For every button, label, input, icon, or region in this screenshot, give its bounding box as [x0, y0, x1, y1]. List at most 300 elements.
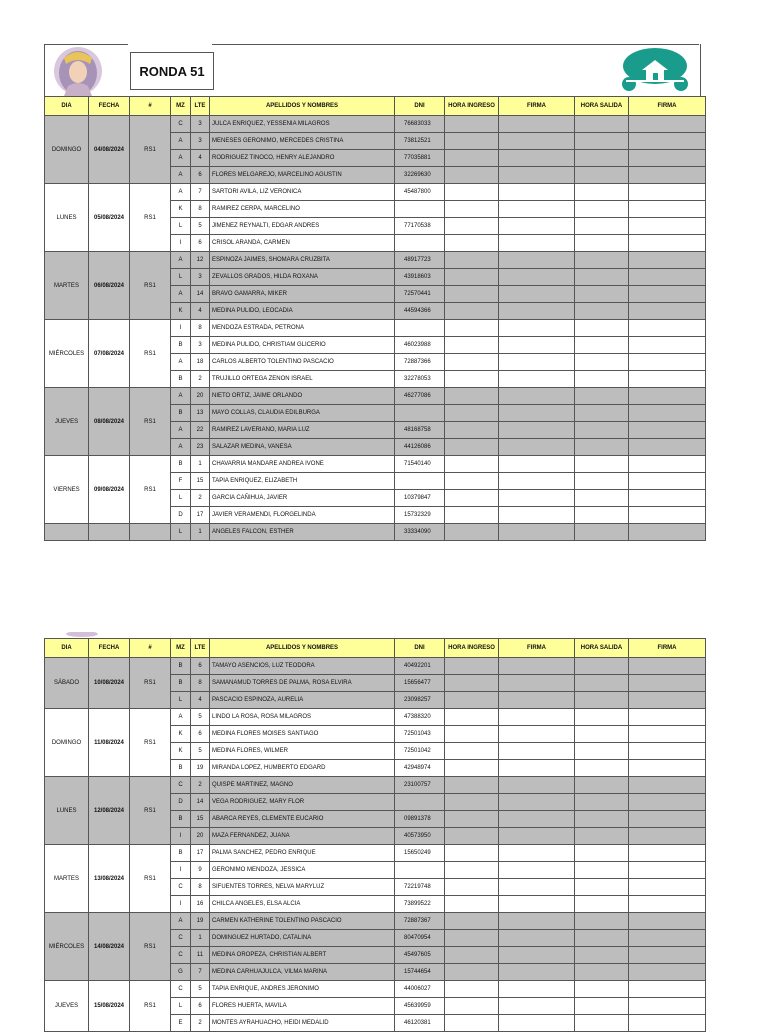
dni-cell: 15650249: [395, 845, 445, 862]
firma-cell: [629, 371, 706, 388]
mz-cell: G: [171, 964, 191, 981]
firma-cell: [629, 760, 706, 777]
mz-cell: B: [171, 456, 191, 473]
lte-cell: 3: [191, 133, 210, 150]
firma-cell: [629, 981, 706, 998]
mz-cell: K: [171, 743, 191, 760]
lte-cell: 7: [191, 184, 210, 201]
dni-cell: 15732329: [395, 507, 445, 524]
date-cell: 05/08/2024: [89, 184, 130, 252]
lte-cell: 1: [191, 930, 210, 947]
mz-cell: L: [171, 490, 191, 507]
date-cell: 10/08/2024: [89, 658, 130, 709]
column-header: FIRMA: [499, 97, 575, 116]
firma-cell: [629, 422, 706, 439]
table-row: [45, 913, 706, 930]
dni-cell: 48168758: [395, 422, 445, 439]
firma-cell: [499, 777, 575, 794]
lte-cell: 19: [191, 760, 210, 777]
hora-salida-cell: [575, 811, 629, 828]
hora-ingreso-cell: [445, 709, 499, 726]
hora-ingreso-cell: [445, 777, 499, 794]
name-cell: DOMINGUEZ HURTADO, CATALINA: [210, 930, 395, 947]
dni-cell: 45639959: [395, 998, 445, 1015]
hora-ingreso-cell: [445, 743, 499, 760]
dni-cell: 23098257: [395, 692, 445, 709]
hora-ingreso-cell: [445, 405, 499, 422]
name-cell: PALMA SANCHEZ, PEDRO ENRIQUE: [210, 845, 395, 862]
name-cell: JULCA ENRIQUEZ, YESSENIA MILAGROS: [210, 116, 395, 133]
dni-cell: [395, 862, 445, 879]
hora-salida-cell: [575, 167, 629, 184]
mz-cell: C: [171, 116, 191, 133]
hora-ingreso-cell: [445, 726, 499, 743]
firma-cell: [629, 337, 706, 354]
hora-ingreso-cell: [445, 524, 499, 541]
name-cell: GARCIA CAÑIHUA, JAVIER: [210, 490, 395, 507]
firma-cell: [499, 828, 575, 845]
dni-cell: 71540140: [395, 456, 445, 473]
hora-salida-cell: [575, 964, 629, 981]
lte-cell: 6: [191, 167, 210, 184]
hora-ingreso-cell: [445, 252, 499, 269]
hora-salida-cell: [575, 388, 629, 405]
firma-cell: [629, 692, 706, 709]
firma-cell: [499, 269, 575, 286]
hora-salida-cell: [575, 777, 629, 794]
mz-cell: L: [171, 218, 191, 235]
dni-cell: 33334090: [395, 524, 445, 541]
dni-cell: 32269630: [395, 167, 445, 184]
round-cell: RS1: [130, 116, 171, 184]
firma-cell: [629, 862, 706, 879]
dni-cell: 42948974: [395, 760, 445, 777]
firma-cell: [629, 811, 706, 828]
lte-cell: 15: [191, 473, 210, 490]
mz-cell: A: [171, 709, 191, 726]
name-cell: TAMAYO ASENCIOS, LUZ TEODORA: [210, 658, 395, 675]
firma-cell: [499, 845, 575, 862]
hora-salida-cell: [575, 201, 629, 218]
mz-cell: A: [171, 388, 191, 405]
mz-cell: K: [171, 201, 191, 218]
hora-ingreso-cell: [445, 388, 499, 405]
table-row: [45, 981, 706, 998]
date-cell: 13/08/2024: [89, 845, 130, 913]
dni-cell: 44126086: [395, 439, 445, 456]
hora-ingreso-cell: [445, 439, 499, 456]
hora-salida-cell: [575, 337, 629, 354]
hora-salida-cell: [575, 456, 629, 473]
hora-ingreso-cell: [445, 218, 499, 235]
day-cell: MARTES: [45, 252, 89, 320]
dni-cell: 72501043: [395, 726, 445, 743]
table-row: [45, 184, 706, 201]
hora-salida-cell: [575, 320, 629, 337]
firma-cell: [499, 913, 575, 930]
firma-cell: [629, 303, 706, 320]
lte-cell: 2: [191, 777, 210, 794]
day-cell: DOMINGO: [45, 116, 89, 184]
hora-ingreso-cell: [445, 201, 499, 218]
mz-cell: K: [171, 303, 191, 320]
dni-cell: [395, 473, 445, 490]
column-header: LTE: [191, 639, 210, 658]
firma-cell: [499, 201, 575, 218]
column-header: DNI: [395, 639, 445, 658]
lte-cell: 3: [191, 116, 210, 133]
dni-cell: [395, 201, 445, 218]
dni-cell: 72219748: [395, 879, 445, 896]
lte-cell: 4: [191, 150, 210, 167]
hora-ingreso-cell: [445, 116, 499, 133]
hora-salida-cell: [575, 473, 629, 490]
column-header: FECHA: [89, 639, 130, 658]
firma-cell: [629, 201, 706, 218]
firma-cell: [499, 998, 575, 1015]
dni-cell: 48917723: [395, 252, 445, 269]
column-header: FECHA: [89, 97, 130, 116]
dni-cell: 77035881: [395, 150, 445, 167]
column-header: HORA INGRESO: [445, 639, 499, 658]
lte-cell: 6: [191, 998, 210, 1015]
hora-ingreso-cell: [445, 507, 499, 524]
lte-cell: 5: [191, 709, 210, 726]
lte-cell: 4: [191, 303, 210, 320]
column-header: APELLIDOS Y NOMBRES: [210, 639, 395, 658]
mz-cell: B: [171, 811, 191, 828]
schedule-table-1: [44, 96, 699, 541]
firma-cell: [499, 252, 575, 269]
hora-salida-cell: [575, 692, 629, 709]
firma-cell: [629, 1015, 706, 1032]
dni-cell: 72887367: [395, 913, 445, 930]
firma-cell: [629, 235, 706, 252]
name-cell: MENESES GERONIMO, MERCEDES CRISTINA: [210, 133, 395, 150]
hora-salida-cell: [575, 252, 629, 269]
hora-ingreso-cell: [445, 235, 499, 252]
column-header: #: [130, 97, 171, 116]
mz-cell: C: [171, 981, 191, 998]
hora-ingreso-cell: [445, 930, 499, 947]
mz-cell: C: [171, 777, 191, 794]
hora-ingreso-cell: [445, 490, 499, 507]
dni-cell: 32278053: [395, 371, 445, 388]
mz-cell: B: [171, 845, 191, 862]
mz-cell: A: [171, 286, 191, 303]
hora-ingreso-cell: [445, 167, 499, 184]
hora-ingreso-cell: [445, 184, 499, 201]
lte-cell: 16: [191, 896, 210, 913]
dni-cell: [395, 405, 445, 422]
hora-salida-cell: [575, 981, 629, 998]
round-cell: RS1: [130, 709, 171, 777]
name-cell: MEDINA PULIDO, CHRISTIAM GLICERIO: [210, 337, 395, 354]
name-cell: FLORES HUERTA, MAVILA: [210, 998, 395, 1015]
mz-cell: K: [171, 726, 191, 743]
hora-salida-cell: [575, 794, 629, 811]
schedule-table-2: [44, 638, 699, 1032]
dni-cell: 45497605: [395, 947, 445, 964]
round-cell: RS1: [130, 320, 171, 388]
hora-salida-cell: [575, 760, 629, 777]
day-cell: MIÉRCOLES: [45, 913, 89, 981]
firma-cell: [499, 388, 575, 405]
hora-salida-cell: [575, 930, 629, 947]
firma-cell: [629, 286, 706, 303]
firma-cell: [629, 269, 706, 286]
name-cell: CHAVARRIA MANDARE ANDREA IVONE: [210, 456, 395, 473]
firma-cell: [629, 998, 706, 1015]
lte-cell: 6: [191, 235, 210, 252]
name-cell: PASCACIO ESPINOZA, AURELIA: [210, 692, 395, 709]
dni-cell: 46277086: [395, 388, 445, 405]
name-cell: BRAVO GAMARRA, MIKER: [210, 286, 395, 303]
round-cell: RS1: [130, 388, 171, 456]
name-cell: MAZA FERNANDEZ, JUANA: [210, 828, 395, 845]
name-cell: LINDO LA ROSA, ROSA MILAGROS: [210, 709, 395, 726]
firma-cell: [499, 726, 575, 743]
lte-cell: 8: [191, 879, 210, 896]
day-cell: LUNES: [45, 777, 89, 845]
firma-cell: [629, 133, 706, 150]
column-header: HORA SALIDA: [575, 97, 629, 116]
dni-cell: [395, 794, 445, 811]
hora-ingreso-cell: [445, 675, 499, 692]
name-cell: ZEVALLOS GRADOS, HILDA ROXANA: [210, 269, 395, 286]
day-cell: LUNES: [45, 184, 89, 252]
date-cell: 15/08/2024: [89, 981, 130, 1032]
date-cell: 08/08/2024: [89, 388, 130, 456]
dni-cell: 23100757: [395, 777, 445, 794]
lte-cell: 12: [191, 252, 210, 269]
day-cell: [45, 524, 89, 541]
firma-cell: [629, 184, 706, 201]
hora-salida-cell: [575, 303, 629, 320]
dni-cell: [395, 235, 445, 252]
hora-ingreso-cell: [445, 354, 499, 371]
column-header: APELLIDOS Y NOMBRES: [210, 97, 395, 116]
name-cell: TRUJILLO ORTEGA ZENON ISRAEL: [210, 371, 395, 388]
lte-cell: 5: [191, 218, 210, 235]
lte-cell: 20: [191, 388, 210, 405]
hora-salida-cell: [575, 354, 629, 371]
name-cell: SAMANAMUD TORRES DE PALMA, ROSA ELVIRA: [210, 675, 395, 692]
firma-cell: [499, 320, 575, 337]
firma-cell: [499, 930, 575, 947]
house-logo: [620, 46, 690, 94]
dni-cell: 43918603: [395, 269, 445, 286]
name-cell: RAMIREZ CERPA, MARCELINO: [210, 201, 395, 218]
firma-cell: [629, 675, 706, 692]
mz-cell: B: [171, 405, 191, 422]
hora-ingreso-cell: [445, 658, 499, 675]
name-cell: MEDINA PULIDO, LEOCADIA: [210, 303, 395, 320]
firma-cell: [629, 388, 706, 405]
round-cell: RS1: [130, 777, 171, 845]
dni-cell: 76683033: [395, 116, 445, 133]
lte-cell: 19: [191, 913, 210, 930]
day-cell: JUEVES: [45, 981, 89, 1032]
round-cell: RS1: [130, 981, 171, 1032]
mz-cell: B: [171, 658, 191, 675]
firma-cell: [499, 371, 575, 388]
firma-cell: [629, 964, 706, 981]
firma-cell: [629, 150, 706, 167]
name-cell: SALAZAR MEDINA, VANESA: [210, 439, 395, 456]
firma-cell: [629, 930, 706, 947]
firma-cell: [499, 811, 575, 828]
firma-cell: [499, 337, 575, 354]
hora-ingreso-cell: [445, 964, 499, 981]
name-cell: MENDOZA ESTRADA, PETRONA: [210, 320, 395, 337]
date-cell: 14/08/2024: [89, 913, 130, 981]
mz-cell: E: [171, 1015, 191, 1032]
hora-ingreso-cell: [445, 828, 499, 845]
hora-salida-cell: [575, 845, 629, 862]
round-cell: RS1: [130, 658, 171, 709]
name-cell: SIFUENTES TORRES, NELVA MARYLUZ: [210, 879, 395, 896]
hora-salida-cell: [575, 150, 629, 167]
firma-cell: [629, 456, 706, 473]
mz-cell: A: [171, 252, 191, 269]
date-cell: 12/08/2024: [89, 777, 130, 845]
day-cell: MIÉRCOLES: [45, 320, 89, 388]
column-header: FIRMA: [629, 97, 706, 116]
name-cell: JIMENEZ REYNALTI, EDGAR ANDRES: [210, 218, 395, 235]
dni-cell: 72501042: [395, 743, 445, 760]
table-row: [45, 845, 706, 862]
mz-cell: A: [171, 184, 191, 201]
firma-cell: [499, 675, 575, 692]
hora-ingreso-cell: [445, 862, 499, 879]
mz-cell: I: [171, 320, 191, 337]
hora-ingreso-cell: [445, 811, 499, 828]
hora-salida-cell: [575, 1015, 629, 1032]
date-cell: 04/08/2024: [89, 116, 130, 184]
table-row: [45, 524, 706, 541]
firma-cell: [629, 879, 706, 896]
firma-cell: [499, 1015, 575, 1032]
lte-cell: 3: [191, 269, 210, 286]
firma-cell: [629, 709, 706, 726]
lte-cell: 1: [191, 524, 210, 541]
hora-ingreso-cell: [445, 371, 499, 388]
name-cell: ANGELES FALCON, ESTHER: [210, 524, 395, 541]
name-cell: VEGA RODRIGUEZ, MARY FLOR: [210, 794, 395, 811]
name-cell: RODRIGUEZ TINOCO, HENRY ALEJANDRO: [210, 150, 395, 167]
round-cell: RS1: [130, 184, 171, 252]
mz-cell: A: [171, 439, 191, 456]
firma-cell: [499, 692, 575, 709]
hora-ingreso-cell: [445, 1015, 499, 1032]
hora-ingreso-cell: [445, 692, 499, 709]
name-cell: ABARCA REYES, CLEMENTE EUCARIO: [210, 811, 395, 828]
mz-cell: C: [171, 947, 191, 964]
round-cell: RS1: [130, 252, 171, 320]
hora-salida-cell: [575, 524, 629, 541]
firma-cell: [499, 760, 575, 777]
firma-cell: [629, 896, 706, 913]
firma-cell: [499, 150, 575, 167]
firma-cell: [499, 354, 575, 371]
firma-cell: [629, 405, 706, 422]
name-cell: MEDINA FLORES MOISES SANTIAGO: [210, 726, 395, 743]
dni-cell: 40492201: [395, 658, 445, 675]
firma-cell: [499, 303, 575, 320]
table-row: [45, 252, 706, 269]
column-header: MZ: [171, 639, 191, 658]
hora-ingreso-cell: [445, 760, 499, 777]
name-cell: CRISOL ARANDA, CARMEN: [210, 235, 395, 252]
mz-cell: D: [171, 794, 191, 811]
round-cell: [130, 524, 171, 541]
lte-cell: 23: [191, 439, 210, 456]
lte-cell: 20: [191, 828, 210, 845]
lte-cell: 17: [191, 845, 210, 862]
hora-salida-cell: [575, 998, 629, 1015]
dni-cell: 72570441: [395, 286, 445, 303]
lte-cell: 22: [191, 422, 210, 439]
hora-salida-cell: [575, 371, 629, 388]
firma-cell: [499, 218, 575, 235]
hora-salida-cell: [575, 507, 629, 524]
name-cell: QUISPE MARTINEZ, MAGNO: [210, 777, 395, 794]
lte-cell: 2: [191, 1015, 210, 1032]
round-cell: RS1: [130, 456, 171, 524]
firma-cell: [629, 726, 706, 743]
column-header: LTE: [191, 97, 210, 116]
firma-cell: [629, 524, 706, 541]
firma-cell: [499, 947, 575, 964]
mz-cell: A: [171, 422, 191, 439]
name-cell: CARMEN KATHERINE TOLENTINO PASCACIO: [210, 913, 395, 930]
dni-cell: 09891378: [395, 811, 445, 828]
hora-salida-cell: [575, 658, 629, 675]
hora-ingreso-cell: [445, 456, 499, 473]
lte-cell: 5: [191, 981, 210, 998]
mz-cell: L: [171, 269, 191, 286]
mz-cell: I: [171, 862, 191, 879]
mz-cell: A: [171, 150, 191, 167]
hora-salida-cell: [575, 709, 629, 726]
lte-cell: 4: [191, 692, 210, 709]
firma-cell: [499, 879, 575, 896]
hora-ingreso-cell: [445, 913, 499, 930]
mz-cell: L: [171, 692, 191, 709]
dni-cell: 44006027: [395, 981, 445, 998]
firma-cell: [629, 354, 706, 371]
lte-cell: 5: [191, 743, 210, 760]
day-cell: VIERNES: [45, 456, 89, 524]
hora-salida-cell: [575, 947, 629, 964]
name-cell: JAVIER VERAMENDI, FLORGELINDA: [210, 507, 395, 524]
name-cell: MEDINA CARHUAJULCA, VILMA MARINA: [210, 964, 395, 981]
dni-cell: 40573950: [395, 828, 445, 845]
table-row: [45, 116, 706, 133]
firma-cell: [499, 981, 575, 998]
lte-cell: 8: [191, 201, 210, 218]
hora-ingreso-cell: [445, 981, 499, 998]
table-row: [45, 709, 706, 726]
firma-cell: [629, 743, 706, 760]
hora-salida-cell: [575, 405, 629, 422]
firma-cell: [499, 405, 575, 422]
dni-cell: 73812521: [395, 133, 445, 150]
firma-cell: [629, 507, 706, 524]
firma-cell: [499, 473, 575, 490]
hora-salida-cell: [575, 116, 629, 133]
